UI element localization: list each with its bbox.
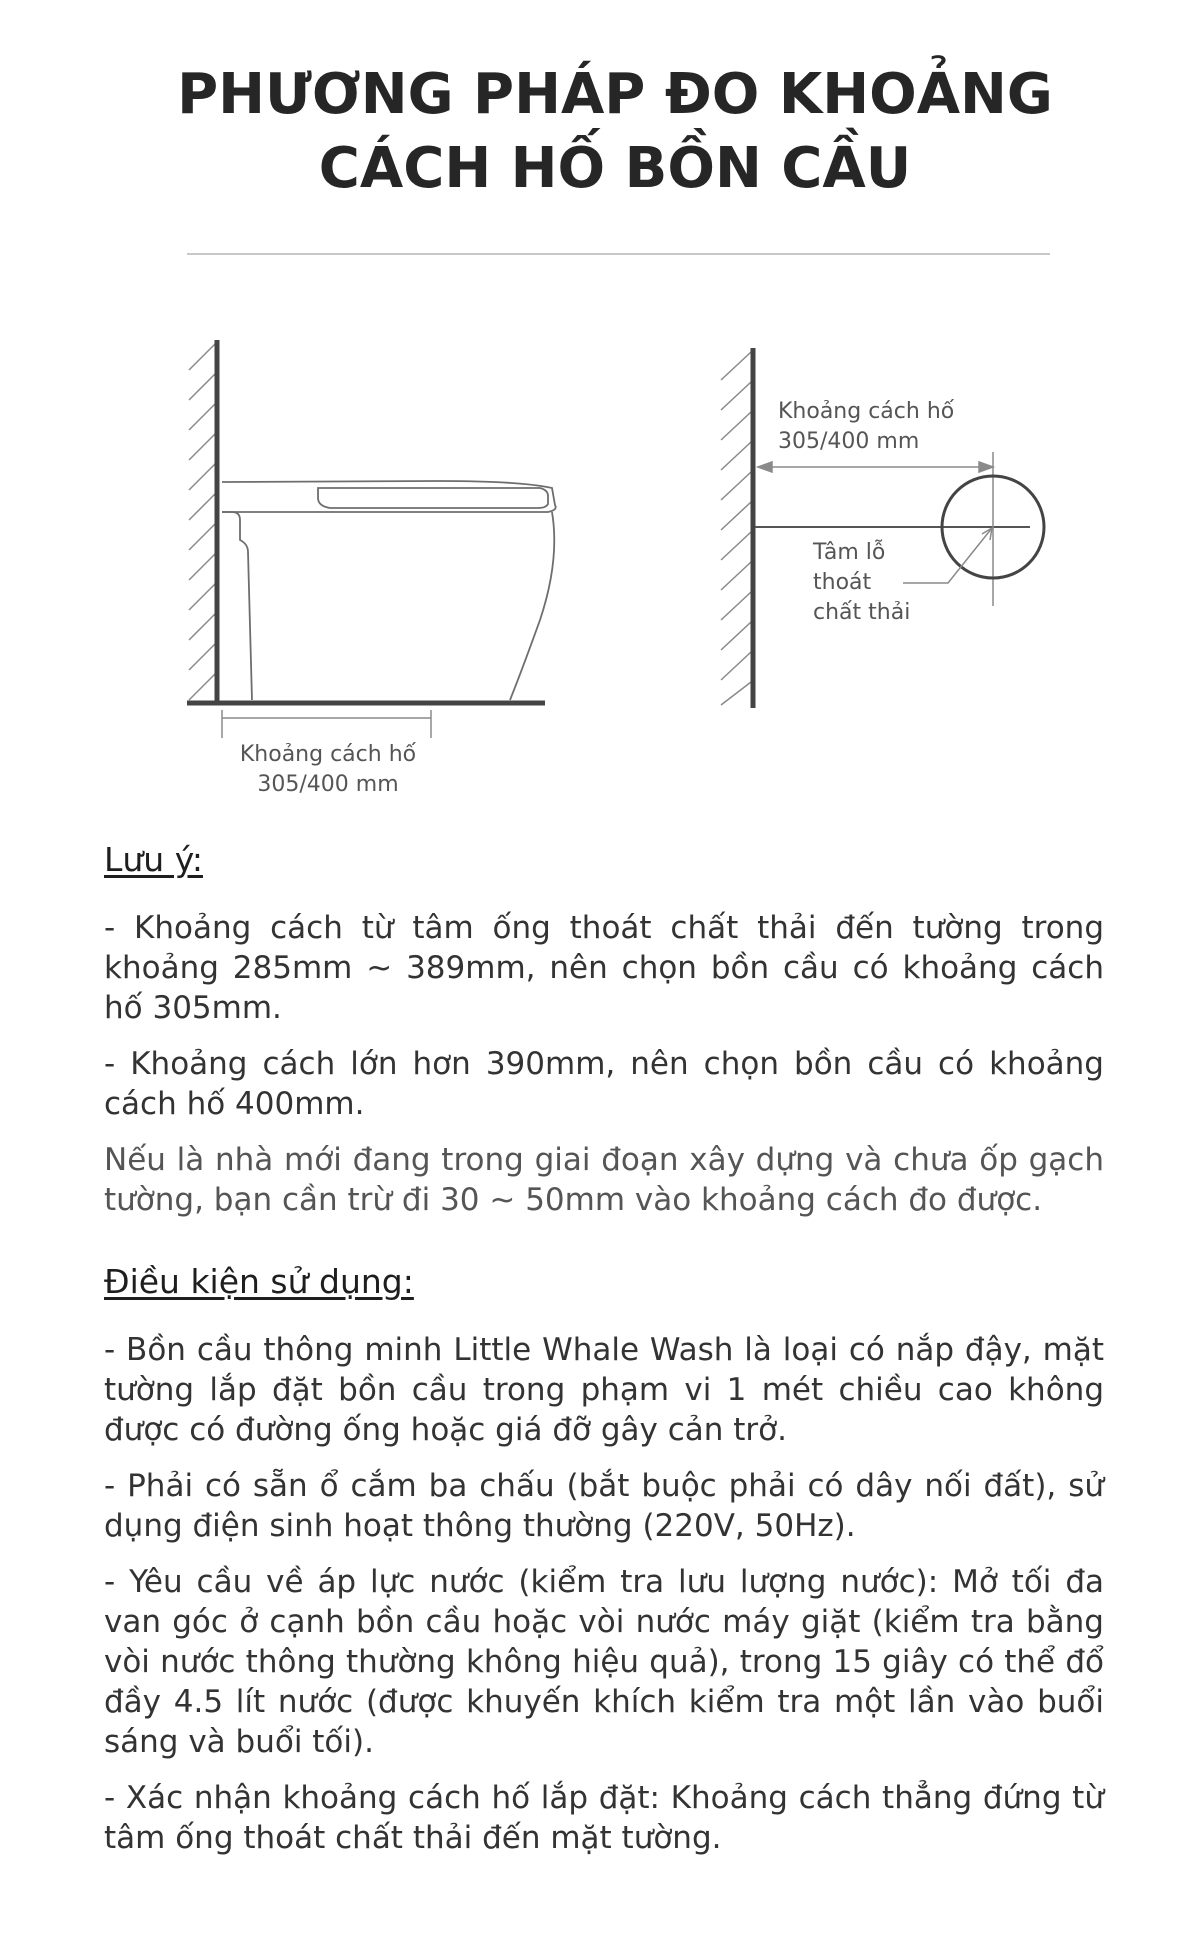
conditions-section: [104, 1262, 1104, 1858]
condition-item-2: - Phải có sẵn ổ cắm ba chấu (bắt buộc phải có dây nối đất), sử dụng điện sinh hoạt thông thường (220V, 50Hz).: [104, 1468, 1104, 1544]
title-line-1: PHƯƠNG PHÁP ĐO KHOẢNG: [177, 62, 1053, 127]
page-title: [0, 58, 1200, 206]
left-wall-hatching: [189, 344, 215, 700]
right-label-line-2: 305/400 mm: [778, 429, 920, 454]
center-label-line-2: thoát: [813, 570, 872, 595]
top-view-diagram: [721, 348, 1044, 708]
note-item-1: - Khoảng cách từ tâm ống thoát chất thải đến tường trong khoảng 285mm ~ 389mm, nên chọn bồn cầu có khoảng cách hố 305mm.: [104, 910, 1104, 1026]
note-section: [104, 840, 1104, 1220]
side-view-diagram: [187, 340, 556, 797]
left-label-line-1: Khoảng cách hố: [239, 742, 417, 767]
conditions-heading: Điều kiện sử dụng:: [104, 1262, 414, 1301]
condition-item-1: - Bồn cầu thông minh Little Whale Wash là loại có nắp đậy, mặt tường lắp đặt bồn cầu trong phạm vi 1 mét chiều cao không được có đường ống hoặc giá đỡ gây cản trở.: [104, 1332, 1104, 1448]
condition-item-4: - Xác nhận khoảng cách hố lắp đặt: Khoảng cách thẳng đứng từ tâm ống thoát chất thải đến mặt tường.: [104, 1780, 1104, 1856]
measurement-diagram: [0, 320, 1200, 820]
left-measure: [222, 710, 431, 738]
note-item-2: - Khoảng cách lớn hơn 390mm, nên chọn bồn cầu có khoảng cách hố 400mm.: [104, 1046, 1104, 1122]
left-label-line-2: 305/400 mm: [257, 772, 399, 797]
toilet-outline: [222, 481, 556, 700]
condition-item-3: - Yêu cầu về áp lực nước (kiểm tra lưu lượng nước): Mở tối đa van góc ở cạnh bồn cầu hoặc vòi nước máy giặt (kiểm tra bằng vòi nước thông thường không hiệu quả), trong 15 giây có thể đổ đầy 4.5 lít nước (được khuyến khích kiểm tra một lần vào buổi sáng và buổi tối).: [104, 1564, 1104, 1760]
title-divider: [187, 253, 1050, 255]
right-label-line-1: Khoảng cách hố: [778, 399, 955, 424]
content: [104, 840, 1104, 1874]
title-line-2: CÁCH HỐ BỒN CẦU: [318, 136, 912, 201]
center-label-line-3: chất thải: [813, 600, 911, 625]
center-label-line-1: Tâm lỗ: [813, 540, 886, 565]
right-wall-hatching: [721, 352, 751, 705]
note-item-3: Nếu là nhà mới đang trong giai đoạn xây dựng và chưa ốp gạch tường, bạn cần trừ đi 30 ~ 50mm vào khoảng cách đo được.: [104, 1142, 1104, 1218]
right-measure: [758, 452, 993, 606]
note-heading: Lưu ý:: [104, 840, 203, 879]
